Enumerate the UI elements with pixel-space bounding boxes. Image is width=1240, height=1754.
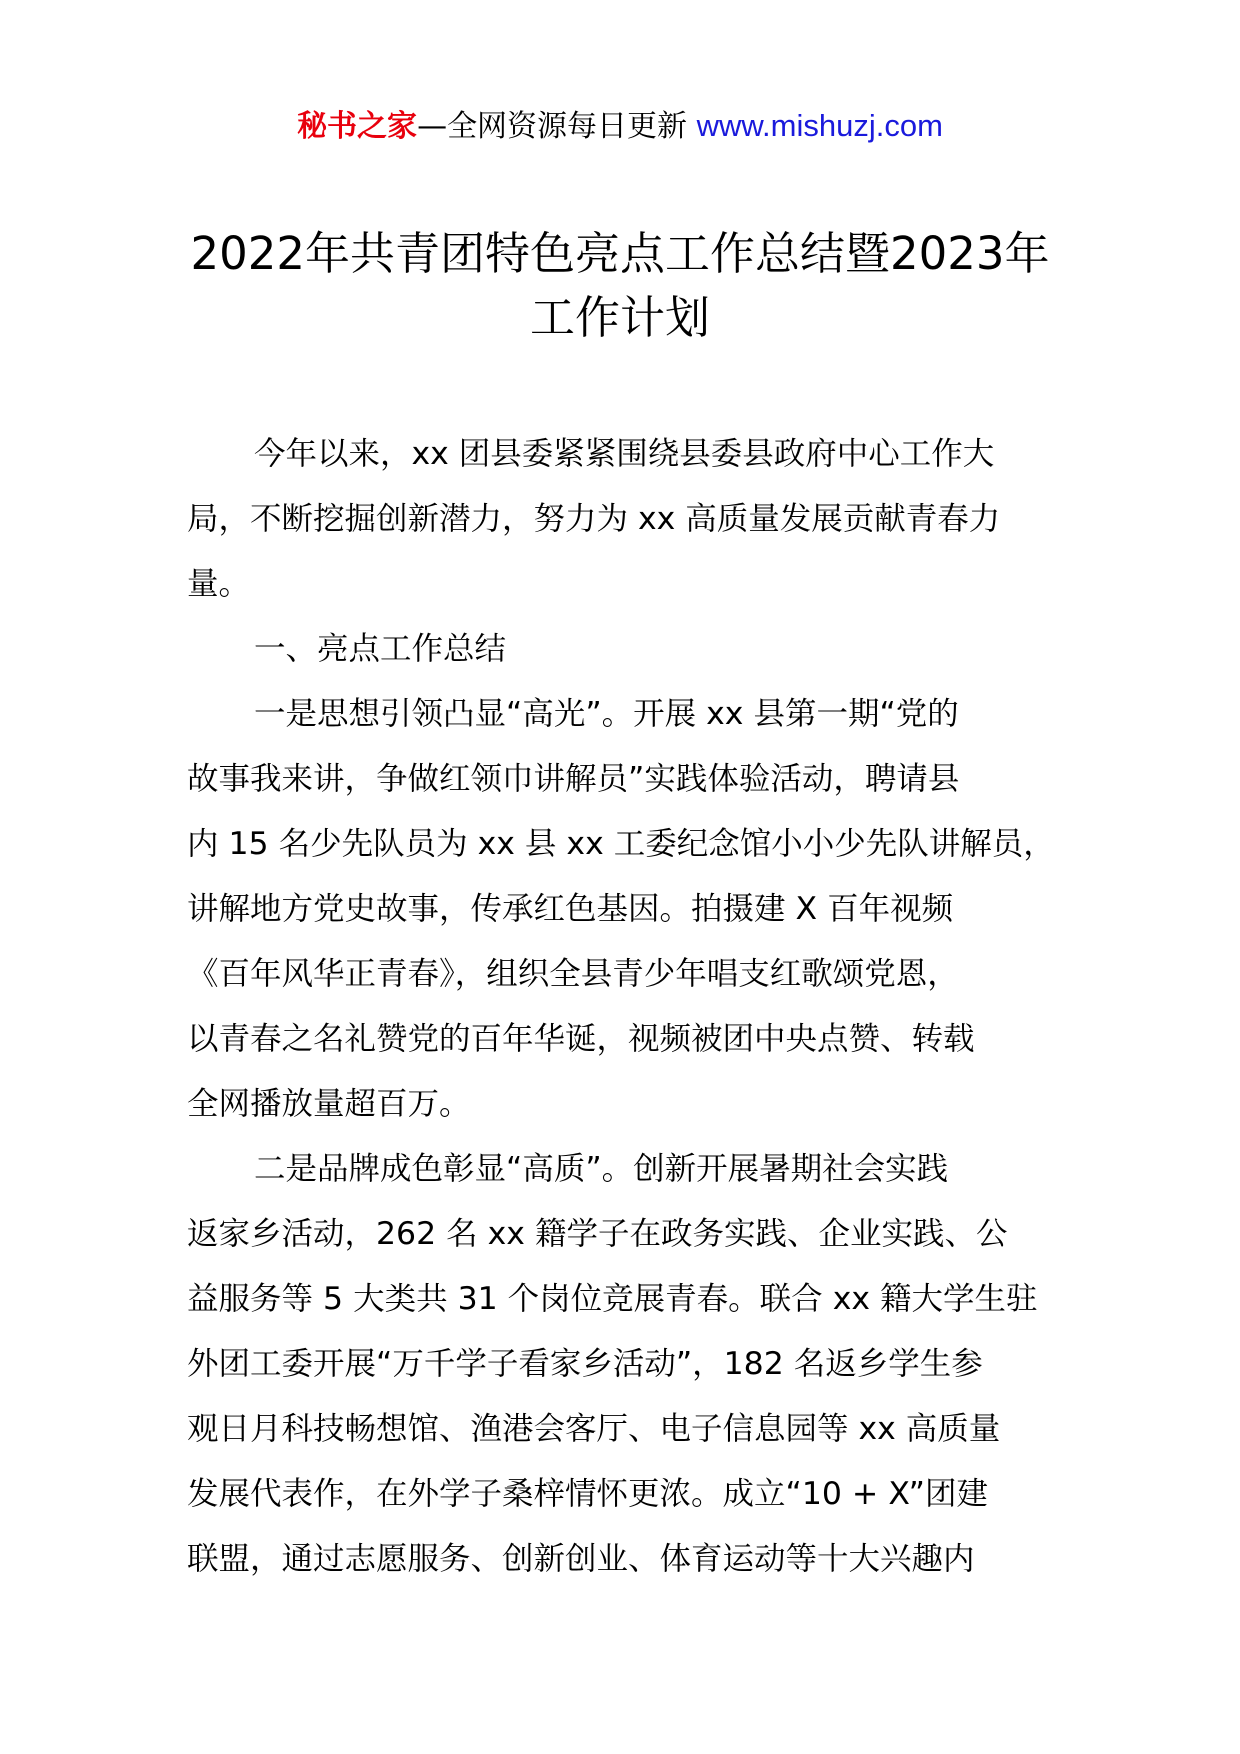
document-body — [187, 422, 1057, 1592]
paragraph-line: 讲解地方党史故事，传承红色基因。拍摄建 X 百年视频 — [187, 891, 954, 927]
paragraph-line: 外团工委开展“万千学子看家乡活动”，182 名返乡学生参 — [187, 1346, 983, 1382]
paragraph-line: 全网播放量超百万。 — [187, 1086, 471, 1122]
section-heading: 一、亮点工作总结 — [254, 631, 507, 667]
paragraph-line: 以青春之名礼赞党的百年华诞，视频被团中央点赞、转载 — [187, 1021, 975, 1057]
title-line: 2022年共青团特色亮点工作总结暨2023年 — [190, 227, 1050, 280]
paragraph-line: 发展代表作，在外学子桑梓情怀更浓。成立“10 + X”团建 — [187, 1476, 988, 1512]
paragraph-line: 益服务等 5 大类共 31 个岗位竞展青春。联合 xx 籍大学生驻 — [187, 1281, 1038, 1317]
paragraph-line: 返家乡活动，262 名 xx 籍学子在政务实践、企业实践、公 — [187, 1216, 1008, 1252]
paragraph-line: 故事我来讲，争做红领巾讲解员”实践体验活动，聘请县 — [187, 761, 960, 797]
title-line: 工作计划 — [529, 291, 710, 344]
paragraph-line: 二是品牌成色彰显“高质”。创新开展暑期社会实践 — [254, 1151, 949, 1187]
paragraph-line: 量。 — [187, 566, 251, 602]
paragraph-line: 一是思想引领凸显“高光”。开展 xx 县第一期“党的 — [254, 696, 959, 732]
header-url-link[interactable]: www.mishuzj.com — [696, 108, 943, 143]
paragraph-line: 《百年风华正青春》，组织全县青少年唱支红歌颂党恩， — [187, 956, 959, 992]
paragraph-line: 局，不断挖掘创新潜力，努力为 xx 高质量发展贡献青春力 — [187, 501, 1001, 537]
document-title — [130, 222, 1110, 350]
paragraph-line: 联盟，通过志愿服务、创新创业、体育运动等十大兴趣内 — [187, 1541, 975, 1577]
page-header — [0, 96, 1240, 157]
brand-name: 秘书之家 — [297, 109, 418, 144]
paragraph-line: 今年以来，xx 团县委紧紧围绕县委县政府中心工作大 — [254, 436, 995, 472]
paragraph-line: 内 15 名少先队员为 xx 县 xx 工委纪念馆小小少先队讲解员， — [187, 826, 1055, 862]
paragraph-line: 观日月科技畅想馆、渔港会客厅、电子信息园等 xx 高质量 — [187, 1411, 1001, 1447]
header-slogan: —全网资源每日更新 — [417, 109, 697, 144]
